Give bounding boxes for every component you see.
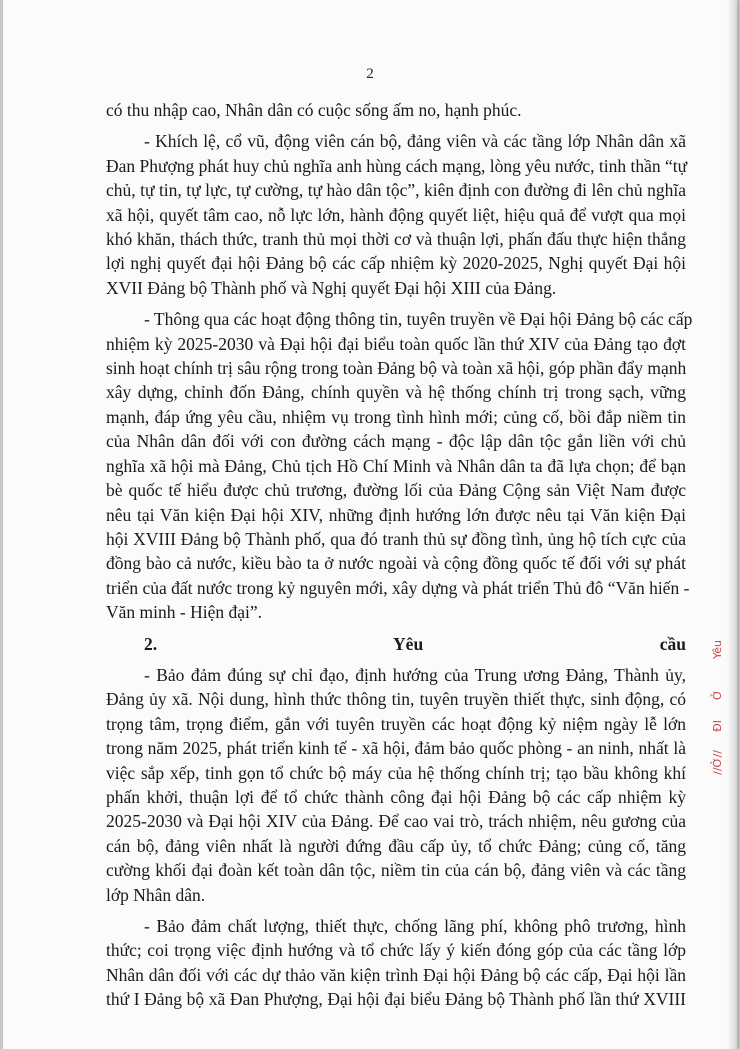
section-heading: 2. Yêu cầu xyxy=(144,633,686,654)
text-line: Đảng ủy xã. Nội dung, hình thức thông tin, tuyên truyền thiết thực, sinh động, có xyxy=(106,689,686,710)
text-line: thứ I Đảng bộ xã Đan Phượng, Đại hội đại biểu Đảng bộ Thành phố lần thứ XVIII xyxy=(106,989,686,1010)
margin-note: ĐI xyxy=(711,720,724,732)
text-line: khó khăn, thách thức, tranh thủ mọi thời cơ và thuận lợi, phấn đấu thực hiện thắng xyxy=(106,229,686,250)
page-number: 2 xyxy=(366,66,374,82)
paragraph-gap xyxy=(106,907,686,914)
text-line: bè quốc tế hiểu được chủ trương, đường lối của Đảng Cộng sản Việt Nam được xyxy=(106,480,686,501)
text-line: có thu nhập cao, Nhân dân có cuộc sống ấm no, hạnh phúc. xyxy=(106,100,522,120)
text-line: phấn khởi, thuận lợi để tổ chức thành công đại hội Đảng bộ các cấp nhiệm kỳ xyxy=(106,786,686,807)
document-body xyxy=(106,98,693,1012)
text-line: nghĩa xã hội mà Đảng, Chủ tịch Hồ Chí Minh và Nhân dân ta đã lựa chọn; để bạn xyxy=(106,455,686,476)
text-line: trong năm 2025, phát triển kinh tế - xã hội, đảm bảo quốc phòng - an ninh, nhất là xyxy=(106,738,686,759)
text-line: lớp Nhân dân. xyxy=(106,884,206,905)
margin-note: //Ở// xyxy=(711,750,724,775)
text-line: Đan Phượng phát huy chủ nghĩa anh hùng cách mạng, lòng yêu nước, tinh thần “tự xyxy=(106,155,688,176)
text-line: xã hội, quyết tâm cao, nỗ lực lớn, hành động quyết liệt, hiệu quả để vượt qua mọi xyxy=(106,204,686,225)
text-line: hội XVIII Đảng bộ Thành phố, qua đó tranh thủ sự đồng tình, ủng hộ tích cực của xyxy=(106,528,686,549)
text-line: nhiệm kỳ 2025-2030 và Đại hội đại biểu toàn quốc lần thứ XIV của Đảng tạo đợt xyxy=(106,333,686,354)
text-line: Văn minh - Hiện đại”. xyxy=(106,602,262,623)
text-line: trọng tâm, trọng điểm, gắn với tuyên truyền các hoạt động kỷ niệm ngày lễ lớn xyxy=(106,713,686,734)
text-line: - Khích lệ, cổ vũ, động viên cán bộ, đảng viên và các tầng lớp Nhân dân xã xyxy=(144,131,686,152)
text-line: của Nhân dân đối với con đường cách mạng - độc lập dân tộc gắn liền với chủ xyxy=(106,431,686,452)
text-line: thức; coi trọng việc định hướng và tổ chức lấy ý kiến đóng góp của các tầng lớp xyxy=(106,940,686,961)
text-line: chủ, tự tin, tự lực, tự cường, tự hào dân tộc”, kiên định con đường đi lên chủ nghĩa xyxy=(106,180,686,201)
paragraph-gap xyxy=(106,300,686,307)
paragraph-gap xyxy=(106,122,686,129)
text-line: Nhân dân đối với các dự thảo văn kiện trình Đại hội Đảng bộ các cấp, Đại hội lần xyxy=(106,964,686,985)
text-line: sinh hoạt chính trị sâu rộng trong toàn Đảng bộ và toàn xã hội, góp phần đẩy mạnh xyxy=(106,358,687,379)
text-line: - Bảo đảm đúng sự chỉ đạo, định hướng của Trung ương Đảng, Thành ủy, xyxy=(144,664,686,685)
text-line: triển của đất nước trong kỷ nguyên mới, xây dựng và phát triển Thủ đô “Văn hiến - xyxy=(106,577,690,598)
paragraph-gap xyxy=(106,656,686,663)
text-line: cường khối đại đoàn kết toàn dân tộc, niềm tin của cán bộ, đảng viên và các tầng xyxy=(106,860,686,881)
text-line: - Bảo đảm chất lượng, thiết thực, chống lãng phí, không phô trương, hình xyxy=(144,916,686,936)
text-line: XVII Đảng bộ Thành phố và Nghị quyết Đại hội XIII của Đảng. xyxy=(106,277,557,298)
page-edge-shadow xyxy=(727,0,737,1049)
document-page xyxy=(3,0,737,1049)
text-line: cán bộ, đảng viên nhất là người đứng đầu cấp ủy, tổ chức Đảng; củng cố, tăng xyxy=(106,835,686,856)
text-line: đồng bào cả nước, kiều bào ta ở nước ngoài và cộng đồng quốc tế đối với sự phát xyxy=(106,553,686,574)
text-line: lợi nghị quyết đại hội Đảng bộ các cấp nhiệm kỳ 2020-2025, Nghị quyết Đại hội xyxy=(106,253,686,274)
text-line: - Thông qua các hoạt động thông tin, tuyên truyền về Đại hội Đảng bộ các cấp xyxy=(144,309,693,330)
text-line: 2025-2030 và Đại hội XIV của Đảng. Để cao vai trò, trách nhiệm, nêu gương của xyxy=(106,811,686,832)
paragraph-gap xyxy=(106,625,686,632)
margin-note: Yêu xyxy=(711,640,724,659)
text-line: việc sắp xếp, tinh gọn tổ chức bộ máy của hệ thống chính trị; tạo bầu không khí xyxy=(106,762,686,783)
text-line: nêu tại Văn kiện Đại hội XIV, những định hướng lớn được nêu tại Văn kiện Đại xyxy=(106,504,686,525)
text-line: mạnh, đáp ứng yêu cầu, nhiệm vụ trong tình hình mới; củng cố, bồi đắp niềm tin xyxy=(106,406,686,427)
margin-note: Ở xyxy=(711,690,724,701)
text-line: xây dựng, chỉnh đốn Đảng, chính quyền và hệ thống chính trị trong sạch, vững xyxy=(106,382,686,403)
